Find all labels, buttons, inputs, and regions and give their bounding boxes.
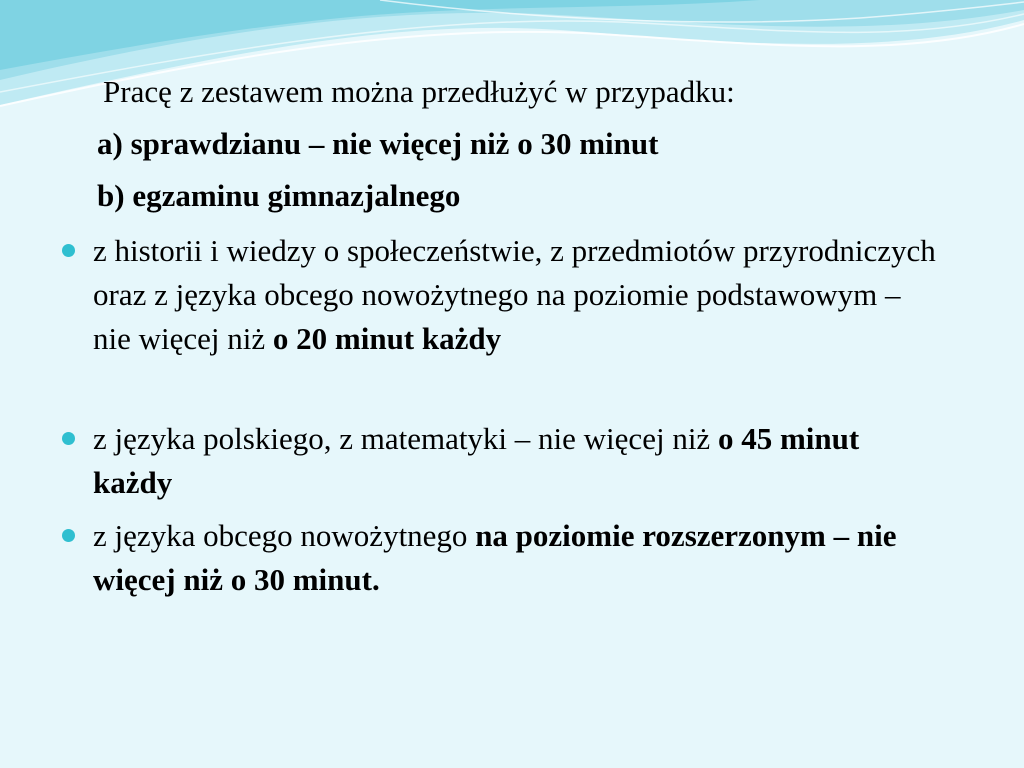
intro-text: Pracę z zestawem można przedłużyć w przypadku: [103, 74, 735, 109]
bullet-text: z języka polskiego, z matematyki – nie więcej niż o 45 minut każdy [93, 421, 860, 500]
bullet-dot-icon [62, 432, 75, 445]
bullet-bold-text: o 45 minut każdy [93, 421, 860, 500]
bullet-item-2 [62, 417, 942, 505]
bullet-dot-icon [62, 529, 75, 542]
bullet-item-3 [62, 514, 942, 602]
bullet-item-1 [62, 229, 942, 361]
bullet-dot-icon [62, 244, 75, 257]
subpoint-b: b) egzaminu gimnazjalnego [97, 178, 461, 213]
bullet-bold-text: o 20 minut każdy [272, 321, 502, 356]
bullet-text: z języka obcego nowożytnego na poziomie rozszerzonym – nie więcej niż o 30 minut. [93, 518, 897, 597]
subpoint-a: a) sprawdzianu – nie więcej niż o 30 minut [97, 126, 659, 161]
bullet-text: z historii i wiedzy o społeczeństwie, z przedmiotów przyrodniczych oraz z języka obcego nowożytnego na poziomie podstawowym – nie więcej niż o 20 minut każdy [93, 233, 936, 356]
bullet-bold-text: na poziomie rozszerzonym – nie więcej niż o 30 minut. [93, 518, 897, 597]
